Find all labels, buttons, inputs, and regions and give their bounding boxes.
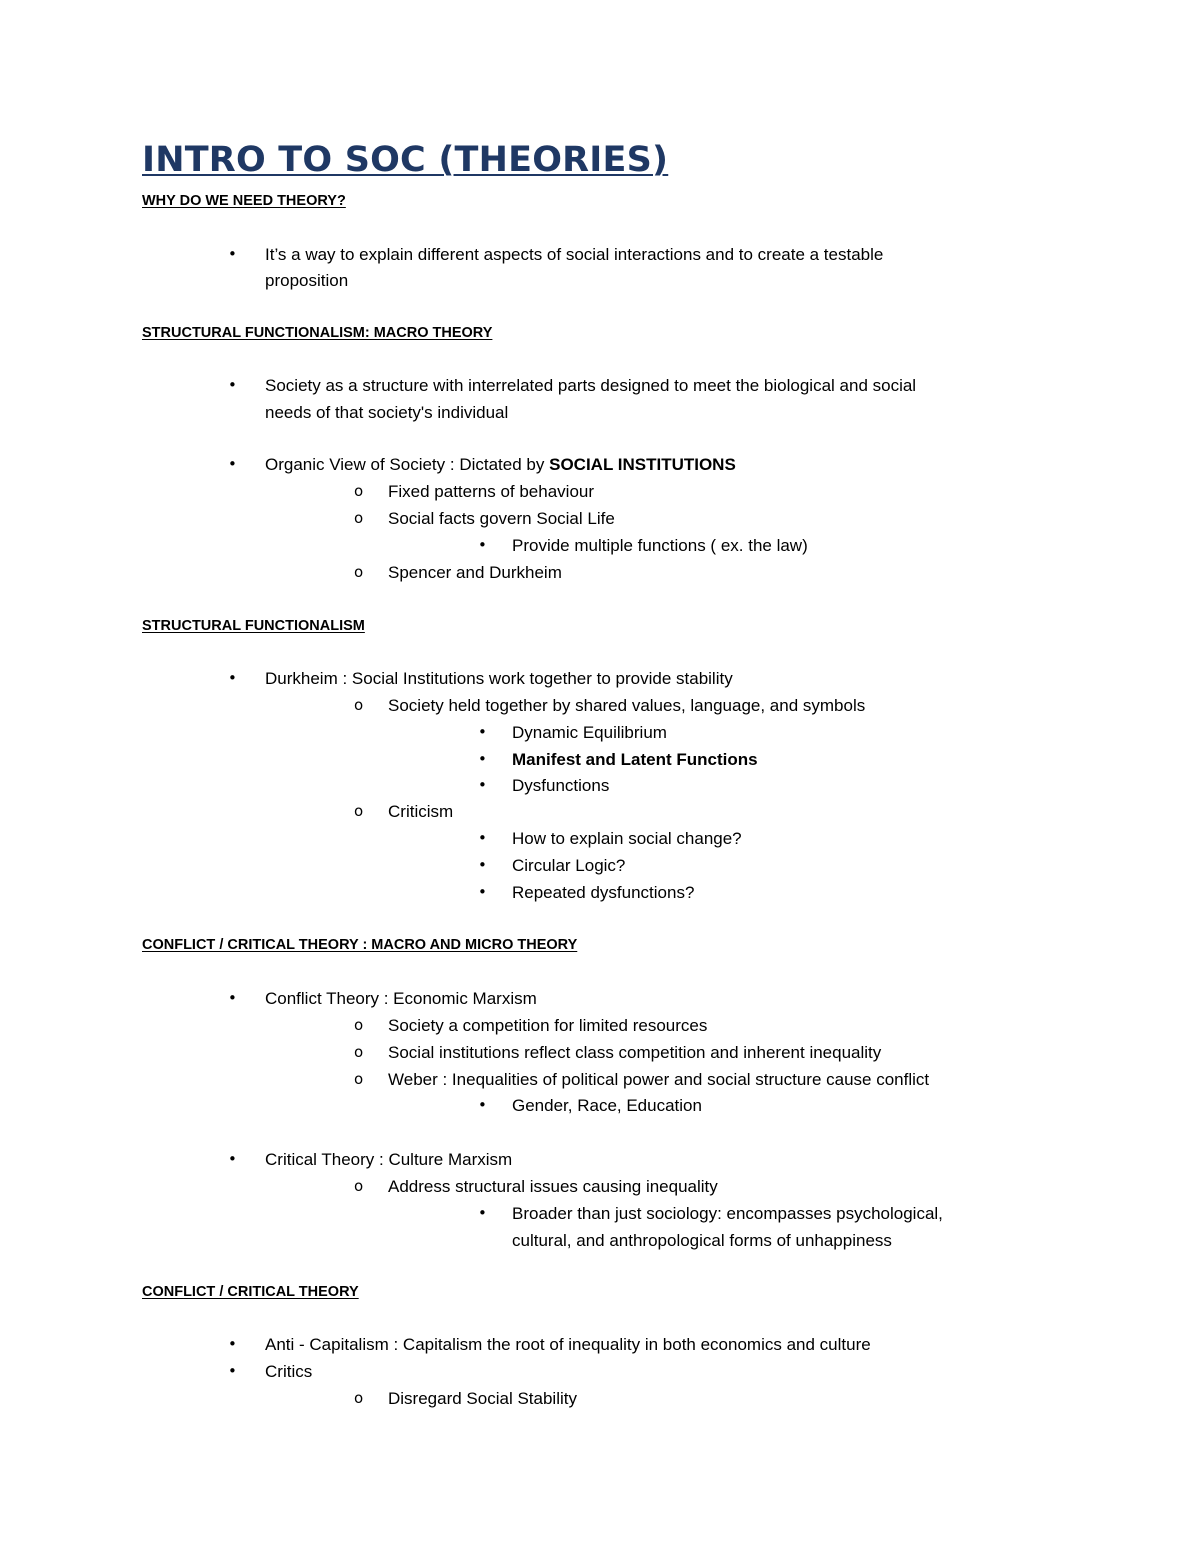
list-item-continuation: needs of that society's individual	[265, 403, 509, 422]
list-item: Address structural issues causing inequality	[388, 1177, 718, 1196]
list-item: Social institutions reflect class competition and inherent inequality	[388, 1043, 882, 1062]
bullet-icon: •	[228, 376, 237, 394]
list-item: Critical Theory : Culture Marxism	[265, 1150, 513, 1169]
list-item: Provide multiple functions ( ex. the law)	[512, 536, 808, 555]
list-item: Critics	[265, 1362, 313, 1381]
list-item: Society a competition for limited resources	[388, 1016, 708, 1035]
page-title: INTRO TO SOC (THEORIES)	[142, 140, 669, 180]
list-item-continuation: proposition	[265, 271, 349, 290]
bullet-icon: •	[228, 1362, 237, 1380]
list-item: Conflict Theory : Economic Marxism	[265, 989, 537, 1008]
list-item: Criticism	[388, 802, 454, 821]
emphasis-text: SOCIAL INSTITUTIONS	[549, 455, 736, 474]
list-item: How to explain social change?	[512, 829, 742, 848]
list-item: It’s a way to explain different aspects of social interactions and to create a testable	[265, 245, 884, 264]
list-item: Broader than just sociology: encompasses psychological,	[512, 1204, 943, 1223]
list-item: Gender, Race, Education	[512, 1096, 702, 1115]
bullet-icon: •	[478, 829, 487, 847]
list-item: Circular Logic?	[512, 856, 626, 875]
section-heading-structural-functionalism-macro: STRUCTURAL FUNCTIONALISM: MACRO THEORY	[142, 325, 493, 341]
list-item: Social facts govern Social Life	[388, 509, 615, 528]
section-heading-conflict-critical: CONFLICT / CRITICAL THEORY	[142, 1284, 359, 1300]
circle-bullet-icon: o	[354, 482, 364, 500]
circle-bullet-icon: o	[354, 1389, 364, 1407]
list-item: Fixed patterns of behaviour	[388, 482, 595, 501]
list-item: Spencer and Durkheim	[388, 563, 562, 582]
circle-bullet-icon: o	[354, 509, 364, 527]
list-item: Disregard Social Stability	[388, 1389, 577, 1408]
list-item-text: Organic View of Society : Dictated by	[265, 455, 550, 474]
list-item	[265, 452, 736, 478]
section-heading-conflict-critical-macro-micro: CONFLICT / CRITICAL THEORY : MACRO AND MICRO THEORY	[142, 937, 578, 953]
bullet-icon: •	[228, 455, 237, 473]
section-heading-structural-functionalism: STRUCTURAL FUNCTIONALISM	[142, 618, 365, 634]
bullet-icon: •	[478, 536, 487, 554]
bullet-icon: •	[478, 750, 487, 768]
list-item: Society as a structure with interrelated parts designed to meet the biological and social	[265, 376, 917, 395]
circle-bullet-icon: o	[354, 802, 364, 820]
bullet-icon: •	[228, 989, 237, 1007]
list-item: Dysfunctions	[512, 776, 610, 795]
bullet-icon: •	[478, 1204, 487, 1222]
section-heading-why-theory: WHY DO WE NEED THEORY?	[142, 193, 346, 209]
circle-bullet-icon: o	[354, 1070, 364, 1088]
bullet-icon: •	[478, 883, 487, 901]
bullet-icon: •	[478, 856, 487, 874]
list-item: Repeated dysfunctions?	[512, 883, 695, 902]
bullet-icon: •	[228, 1150, 237, 1168]
list-item: Weber : Inequalities of political power and social structure cause conflict	[388, 1070, 930, 1089]
list-item: Manifest and Latent Functions	[512, 750, 758, 769]
bullet-icon: •	[478, 776, 487, 794]
bullet-icon: •	[478, 723, 487, 741]
bullet-icon: •	[478, 1096, 487, 1114]
bullet-icon: •	[228, 1335, 237, 1353]
list-item: Anti - Capitalism : Capitalism the root of inequality in both economics and culture	[265, 1335, 871, 1354]
list-item: Dynamic Equilibrium	[512, 723, 667, 742]
bullet-icon: •	[228, 245, 237, 263]
circle-bullet-icon: o	[354, 1016, 364, 1034]
circle-bullet-icon: o	[354, 1177, 364, 1195]
circle-bullet-icon: o	[354, 1043, 364, 1061]
bullet-icon: •	[228, 669, 237, 687]
circle-bullet-icon: o	[354, 696, 364, 714]
list-item: Durkheim : Social Institutions work together to provide stability	[265, 669, 733, 688]
list-item-continuation: cultural, and anthropological forms of unhappiness	[512, 1231, 892, 1250]
list-item: Society held together by shared values, language, and symbols	[388, 696, 866, 715]
circle-bullet-icon: o	[354, 563, 364, 581]
